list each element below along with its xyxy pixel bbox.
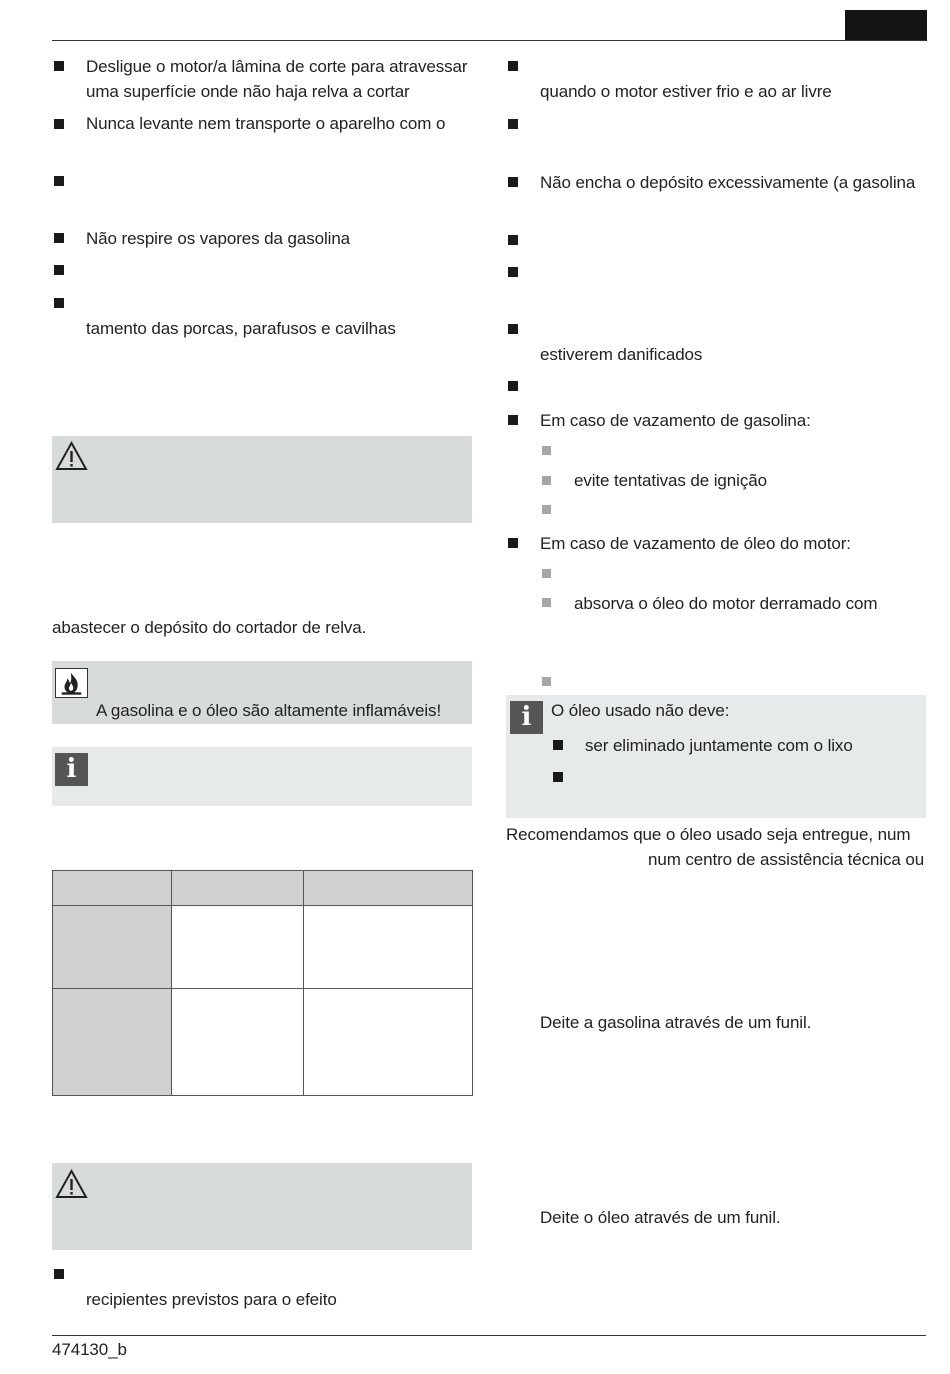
warning-box <box>52 436 472 523</box>
sub-bullet-marker <box>542 505 551 514</box>
bullet-marker <box>553 740 563 750</box>
bullet-text: Não encha o depósito excessivamente (a gasolina <box>540 173 916 192</box>
table-header-cell <box>304 871 473 906</box>
table-cell <box>53 906 172 989</box>
bullet-text: tamento das porcas, parafusos e cavilhas <box>86 319 396 338</box>
table-row <box>53 906 473 989</box>
bullet-text: quando o motor estiver frio e ao ar livre <box>540 82 832 101</box>
bullet-marker <box>553 772 563 782</box>
bullet-marker <box>54 298 64 308</box>
bullet-marker <box>508 119 518 129</box>
bullet-marker <box>508 538 518 548</box>
info-box <box>52 747 472 806</box>
warning-triangle-icon <box>55 440 88 472</box>
paragraph: Recomendamos que o óleo usado seja entregue, num <box>506 825 911 844</box>
bullet-text: recipientes previstos para o efeito <box>86 1290 337 1309</box>
sub-bullet-text: absorva o óleo do motor derramado com <box>574 594 878 613</box>
bullet-marker <box>54 233 64 243</box>
table-row <box>53 989 473 1096</box>
bullet-marker <box>508 267 518 277</box>
step-text: Deite a gasolina através de um funil. <box>540 1013 812 1032</box>
table-cell <box>53 989 172 1096</box>
table-cell <box>304 906 473 989</box>
bullet-text: estiverem danificados <box>540 345 703 364</box>
table-cell <box>172 906 304 989</box>
sub-bullet-marker <box>542 569 551 578</box>
document-code: 474130_b <box>52 1340 127 1359</box>
table-cell <box>172 989 304 1096</box>
bullet-marker <box>508 177 518 187</box>
sub-bullet-marker <box>542 677 551 686</box>
bullet-marker <box>54 176 64 186</box>
bullet-marker <box>54 119 64 129</box>
paragraph: abastecer o depósito do cortador de relva. <box>52 618 367 637</box>
step-text: Deite o óleo através de um funil. <box>540 1208 781 1227</box>
fire-notice-text: A gasolina e o óleo são altamente inflamáveis! <box>96 701 442 720</box>
data-table <box>52 870 473 1096</box>
bullet-marker <box>508 381 518 391</box>
table-header-cell <box>53 871 172 906</box>
sub-bullet-marker <box>542 476 551 485</box>
page-tab <box>845 10 927 41</box>
table-header-row <box>53 871 473 906</box>
header-rule <box>52 40 926 41</box>
bullet-marker <box>508 61 518 71</box>
footer-rule <box>52 1335 926 1336</box>
table-header-cell <box>172 871 304 906</box>
sub-bullet-marker <box>542 598 551 607</box>
bullet-text: Em caso de vazamento de gasolina: <box>540 411 811 430</box>
bullet-text: Nunca levante nem transporte o aparelho com o <box>86 114 446 133</box>
bullet-marker <box>508 415 518 425</box>
bullet-marker <box>508 235 518 245</box>
table-cell <box>304 989 473 1096</box>
info-icon: i <box>55 753 88 786</box>
info-icon: i <box>510 701 543 734</box>
sub-bullet-text: evite tentativas de ignição <box>574 471 767 490</box>
info-title: O óleo usado não deve: <box>551 701 730 720</box>
warning-box <box>52 1163 472 1250</box>
bullet-marker <box>54 265 64 275</box>
bullet-text: uma superfície onde não haja relva a cortar <box>86 82 410 101</box>
warning-triangle-icon <box>55 1168 88 1200</box>
paragraph: num centro de assistência técnica ou <box>648 850 925 869</box>
bullet-marker <box>508 324 518 334</box>
bullet-text: Não respire os vapores da gasolina <box>86 229 351 248</box>
flame-icon <box>55 668 88 698</box>
sub-bullet-marker <box>542 446 551 455</box>
bullet-marker <box>54 61 64 71</box>
bullet-text: Em caso de vazamento de óleo do motor: <box>540 534 851 553</box>
bullet-marker <box>54 1269 64 1279</box>
info-item: ser eliminado juntamente com o lixo <box>585 736 853 755</box>
bullet-text: Desligue o motor/a lâmina de corte para atravessar <box>86 57 468 76</box>
